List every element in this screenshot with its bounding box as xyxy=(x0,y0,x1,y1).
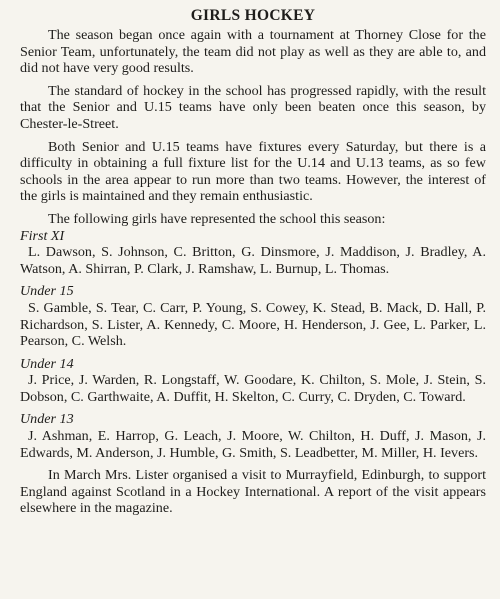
team-players: J. Ashman, E. Harrop, G. Leach, J. Moore, W. Chilton, H. Duff, J. Mason, J. Edwards, M. Anderson, J. Humble, G. Smith, S. Leadbetter, M. Miller, H. Ievers. xyxy=(20,428,486,461)
paragraph-standard: The standard of hockey in the school has progressed rapidly, with the result that the Senior and U.15 teams have only been beaten once this season, by Chester-le-Street. xyxy=(20,82,486,132)
team-section-first-xi xyxy=(20,228,486,278)
paragraph-tournament: The season began once again with a tournament at Thorney Close for the Senior Team, unfortunately, the team did not play as well as they are able to, and did not have very good results. xyxy=(20,27,486,77)
paragraph-fixtures: Both Senior and U.15 teams have fixtures every Saturday, but there is a difficulty in obtaining a full fixture list for the U.14 and U.13 teams, as so few schools in the area appear to run more than two teams. However, the interest of the girls is maintained and they remain enthusiastic. xyxy=(20,138,486,205)
paragraph-represented-intro: The following girls have represented the school this season: xyxy=(48,210,386,227)
team-section-under-15 xyxy=(20,283,486,349)
team-heading: Under 14 xyxy=(20,355,74,372)
article-title: GIRLS HOCKEY xyxy=(190,7,316,24)
team-players: S. Gamble, S. Tear, C. Carr, P. Young, S. Cowey, K. Stead, B. Mack, D. Hall, P. Richardson, S. Lister, A. Kennedy, C. Moore, H. Henderson, J. Gee, L. Parker, L. Pearson, C. Welsh. xyxy=(20,299,486,350)
team-heading: Under 13 xyxy=(20,411,74,428)
paragraph-murrayfield-visit: In March Mrs. Lister organised a visit to Murrayfield, Edinburgh, to support England against Scotland in a Hockey International. A report of the visit appears elsewhere in the magazine. xyxy=(20,467,486,517)
team-heading: First XI xyxy=(20,227,65,244)
team-section-under-13 xyxy=(20,411,486,461)
team-heading: Under 15 xyxy=(20,283,74,300)
team-players: J. Price, J. Warden, R. Longstaff, W. Goodare, K. Chilton, S. Mole, J. Stein, S. Dobson, C. Garthwaite, A. Duffit, H. Skelton, C. Curry, C. Dryden, C. Toward. xyxy=(20,372,486,405)
team-players: L. Dawson, S. Johnson, C. Britton, G. Dinsmore, J. Maddison, J. Bradley, A. Watson, A. Shirran, P. Clark, J. Ramshaw, L. Burnup, L. Thomas. xyxy=(20,244,486,277)
team-section-under-14 xyxy=(20,356,486,406)
